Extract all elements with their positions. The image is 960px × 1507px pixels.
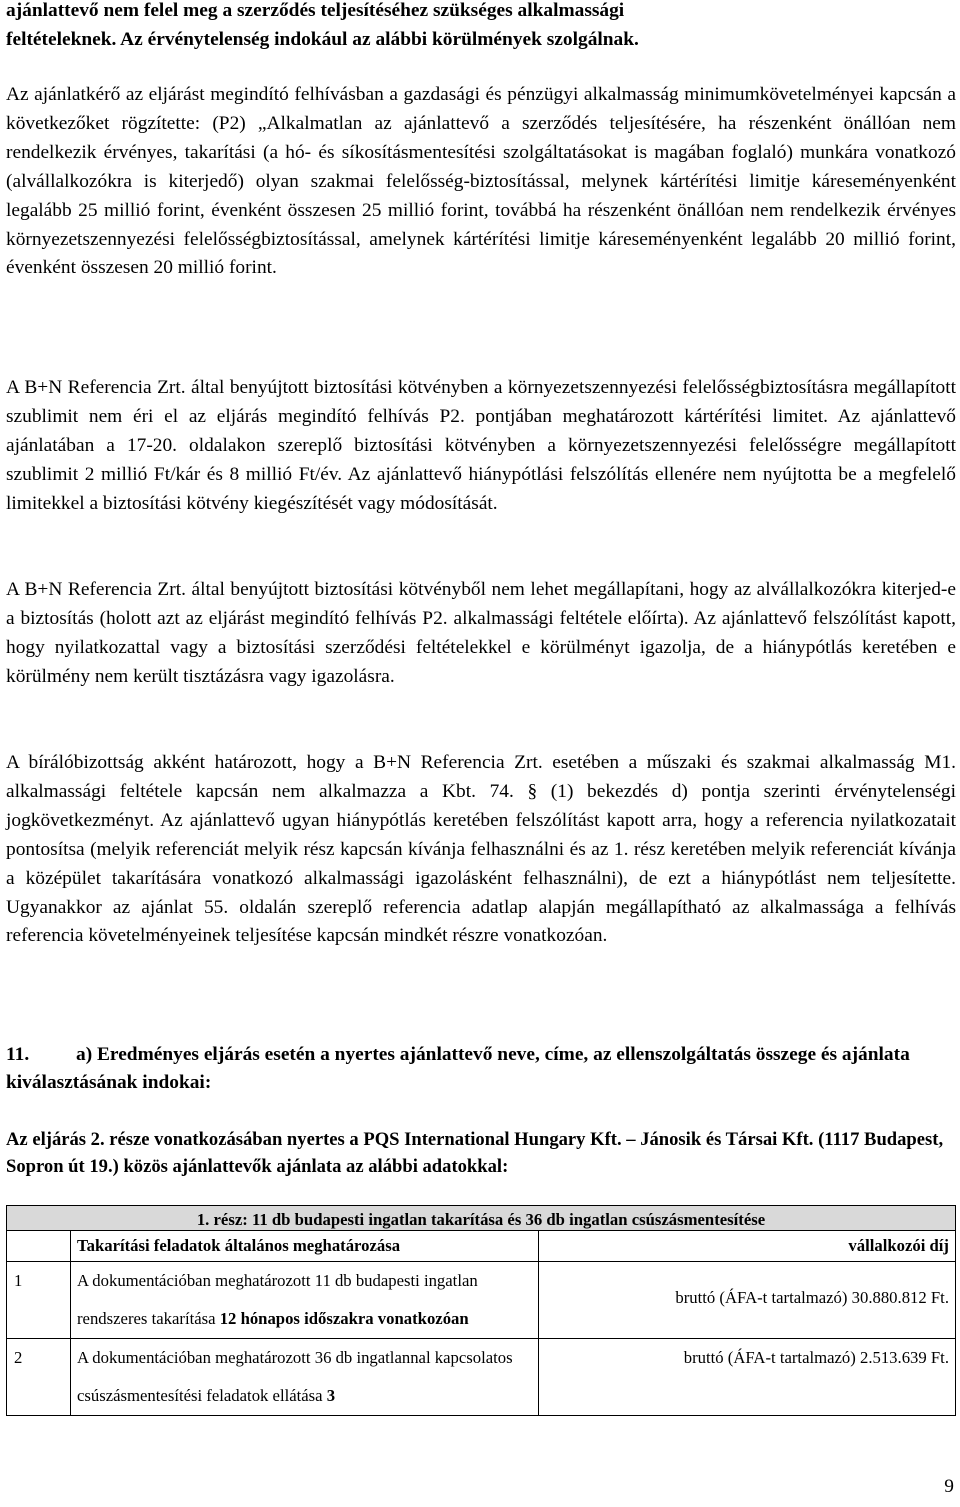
paragraph-p2-requirement: Az ajánlatkérő az eljárást megindító felhívásban a gazdasági és pénzügyi alkalmasság minimumkövetelményei kapcsán a következőket rögzítette: (P2) „Alkalmatlan az ajánlattevő a szerződés teljesítésére, ha részenként önállóan nem rendelkezik érvényes, takarítási (a hó- és síkosításmentesítési szolgáltatásokat is magában foglaló) munkára vonatkozó (alvállalkozókra is kiterjedő) olyan szakmai felelősség-biztosítással, melynek kártérítési limitje káreseményenként legalább 25 millió forint, évenként összesen 25 millió forint, továbbá ha részenként önállóan nem rendelkezik érvényes környezetszennyezési felelősségbiztosítással, amelynek kártérítési limitje káreseményenként legalább 20 millió forint, évenként összesen 20 millió forint. xyxy=(6,84,956,279)
fee-table-title-row xyxy=(7,1206,956,1231)
row-description xyxy=(71,1262,539,1339)
intro-line-2: feltételeknek. Az érvénytelenség indokául az alábbi körülmények szolgálnak. xyxy=(6,28,639,50)
row-index: 2 xyxy=(7,1339,71,1416)
row-description-text: A dokumentációban meghatározott 36 db ingatlannal kapcsolatos csúszásmentesítési feladatok ellátása xyxy=(77,1348,513,1405)
table-row xyxy=(7,1339,956,1416)
paragraph-bn-policy-sublimit: A B+N Referencia Zrt. által benyújtott biztosítási kötvényben a környezetszennyezési felelősségbiztosításra megállapított szublimit nem éri el az eljárás megindító felhívás P2. pontjában meghatározott kártérítési limitet. Az ajánlattevő ajánlatában a 17-20. oldalakon szereplő biztosítási kötvényben a környezetszennyezési felelősségre megállapított szublimit 2 millió Ft/kár és 8 millió Ft/év. Az ajánlattevő hiánypótlási felszólítás ellenére nem nyújtotta be a megfelelő limitekkel a biztosítási kötvény kiegészítését vagy módosítását. xyxy=(6,377,956,514)
page-number: 9 xyxy=(944,1476,954,1497)
fee-table-header-task: Takarítási feladatok általános meghatározása xyxy=(71,1231,539,1262)
row-description xyxy=(71,1339,539,1416)
paragraph-committee-decision: A bírálóbizottság akként határozott, hogy a B+N Referencia Zrt. esetében a műszaki és szakmai alkalmasság M1. alkalmassági feltétele kapcsán nem alkalmazza a Kbt. 74. § (1) bekezdés d) pontja szerinti érvénytelenségi jogkövetkezményt. Az ajánlattevő ugyan hiánypótlás keretében felszólítást kapott arra, hogy a referencia nyilatkozatait pontosítsa (melyik referenciát melyik rész kapcsán kívánja felhasználni és az 1. rész keretében melyik referenciát kívánja a középület takarítására vonatkozó alkalmassági igazolásként felhasználni), de ezt a hiánypótlást nem teljesítette. Ugyanakkor az ajánlat 55. oldalán szereplő referencia adatlap alapján megállapítható az alkalmassága a felhívás referencia követelményeinek teljesítése kapcsán mindkét részre vonatkozóan. xyxy=(6,752,956,947)
row-index: 1 xyxy=(7,1262,71,1339)
fee-table-header-idx xyxy=(7,1231,71,1262)
intro-bold-text xyxy=(6,0,956,55)
table-row xyxy=(7,1262,956,1339)
intro-line-1: ajánlattevő nem felel meg a szerződés teljesítéséhez szükséges alkalmassági xyxy=(6,0,625,21)
fee-table xyxy=(6,1205,956,1416)
section-11-title: a) Eredményes eljárás esetén a nyertes ajánlattevő neve, címe, az ellenszolgáltatás összege és ajánlata kiválasztásának indokai: xyxy=(6,1044,910,1093)
row-fee: bruttó (ÁFA-t tartalmazó) 30.880.812 Ft. xyxy=(539,1262,956,1339)
fee-table-header-row xyxy=(7,1231,956,1262)
row-description-bold: 3 xyxy=(326,1386,336,1405)
winner-statement: Az eljárás 2. része vonatkozásában nyertes a PQS International Hungary Kft. – Jánosik és Társai Kft. (1117 Budapest, Sopron út 19.) közös ajánlattevők ajánlata az alábbi adatokkal: xyxy=(6,1129,944,1177)
section-11-heading xyxy=(6,1041,956,1097)
fee-table-title: 1. rész: 11 db budapesti ingatlan takarítása és 36 db ingatlan csúszásmentesítése xyxy=(7,1206,956,1231)
paragraph-bn-subcontractors: A B+N Referencia Zrt. által benyújtott biztosítási kötvényből nem lehet megállapítani, hogy az alvállalkozókra kiterjed-e a biztosítás (holott azt az eljárást megindító felhívás P2. alkalmassági feltétele előírta). Az ajánlattevő felszólítást kapott, hogy nyilatkozattal vagy a biztosítási szerződési feltételekkel e körülményt igazolja, de a hiánypótlás keretében e körülmény nem került tisztázásra vagy igazolásra. xyxy=(6,579,956,687)
row-fee: bruttó (ÁFA-t tartalmazó) 2.513.639 Ft. xyxy=(539,1339,956,1416)
row-description-bold: 12 hónapos időszakra vonatkozóan xyxy=(219,1309,469,1328)
section-11-number: 11. xyxy=(6,1044,30,1065)
row-description-text: A dokumentációban meghatározott 11 db budapesti ingatlan rendszeres takarítása xyxy=(77,1271,478,1328)
fee-table-header-fee: vállalkozói díj xyxy=(539,1231,956,1262)
